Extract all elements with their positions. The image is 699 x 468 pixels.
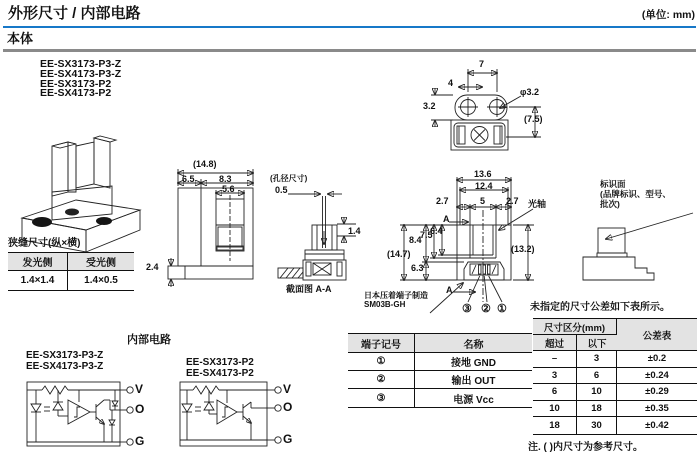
dim-edge-left: 2.7 (436, 196, 449, 206)
gray-divider (3, 49, 696, 52)
terminal-cell: 电源 Vcc (453, 394, 494, 406)
dim-hole-width: 0.5 (275, 185, 288, 195)
terminal-cell: ③ (348, 389, 415, 407)
product-photo-image (16, 130, 146, 255)
dim-hole-depth: 1.4 (348, 226, 361, 236)
tolerance-cell: 6 (577, 368, 617, 385)
model-number: EE-SX4173-P2 (40, 87, 112, 100)
circuit-left-diagram (24, 376, 154, 454)
dim-width-overall: 13.6 (474, 169, 492, 179)
terminal-g-label: G (135, 434, 145, 448)
tolerance-cell: 6 (533, 384, 577, 401)
slit-col-emitter: 发光侧 (8, 253, 68, 271)
tolerance-cell: 10 (577, 384, 617, 401)
product-photo (16, 130, 146, 255)
dim-left-width: 6.5 (182, 174, 195, 184)
slit-table-title: 狭缝尺寸(纵×横) (8, 238, 81, 249)
pin-3-label: ③ (462, 303, 472, 315)
connector-note-line2: SM03B-GH (364, 300, 406, 309)
model-number: EE-SX4173-P3-Z (26, 361, 104, 372)
dim-body-depth: (7.5) (524, 114, 543, 124)
hole-size-label: (孔径尺寸) (270, 174, 308, 183)
model-number: EE-SX4173-P2 (186, 368, 254, 379)
table-row (533, 351, 697, 368)
tolerance-cell: ±0.29 (617, 384, 697, 401)
page-title: 外形尺寸 / 内部电路 (8, 5, 141, 22)
dim-slot-gap: 5 (480, 196, 486, 206)
dim-depth-outer: 8.4 (409, 235, 422, 245)
dim-hole-diameter: φ3.2 (520, 87, 539, 97)
model-number: EE-SX4173-P3-Z (40, 67, 122, 80)
circuit-left-models (26, 350, 103, 372)
dim-edge-right: 2.7 (506, 196, 519, 206)
terminal-col-symbol: 端子记号 (348, 334, 415, 353)
connector-note-line1: 日本压着端子制造 (364, 291, 428, 300)
marking-face-label2: (品牌标识、型号、 (600, 189, 671, 199)
tolerance-table (533, 318, 697, 435)
blue-divider (3, 26, 696, 28)
terminal-g-label: G (283, 432, 293, 446)
tolerance-cell: 3 (533, 368, 577, 385)
model-number: EE-SX3173-P2 (186, 357, 254, 368)
dim-window-width: 5.6 (222, 184, 235, 194)
dim-height-total: (14.7) (387, 249, 411, 259)
tolerance-cell: ±0.2 (617, 351, 697, 368)
terminal-v-label: V (135, 382, 144, 396)
optical-axis-label: 光轴 (528, 199, 547, 209)
tolerance-col-tolerance: 公差表 (617, 319, 697, 351)
tolerance-col-over: 超过 (533, 335, 577, 351)
terminal-table (348, 333, 532, 408)
reference-note: 注. ( )内尺寸为参考尺寸。 (528, 442, 643, 453)
tolerance-col-under: 以下 (577, 335, 617, 351)
dim-base-section: 6.3 (411, 263, 424, 273)
side-view-drawing (573, 178, 699, 306)
terminal-v-label: V (283, 382, 292, 396)
table-row (533, 417, 697, 434)
dim-depth-inner: 6.4 (430, 226, 443, 236)
top-view-drawing (423, 56, 613, 168)
section-marker-bottom: A (446, 285, 453, 295)
marking-face-label1: 标识面 (600, 179, 626, 189)
tolerance-cell: – (533, 351, 577, 368)
model-number: EE-SX3173-P3-Z (26, 350, 104, 361)
model-list (40, 60, 121, 99)
terminal-cell: 接地 GND (415, 353, 532, 371)
model-number: EE-SX3173-P3-Z (40, 58, 122, 70)
front-view-lines (138, 158, 273, 306)
tolerance-cell: ±0.35 (617, 401, 697, 418)
tolerance-cell: 18 (533, 417, 577, 434)
terminal-o-label: O (135, 402, 145, 416)
unit-label: (单位: mm) (641, 9, 695, 21)
top-view-lines (423, 56, 613, 168)
terminal-cell: 输出 OUT (415, 371, 532, 389)
slit-table (8, 252, 134, 291)
tolerance-cell: 18 (577, 401, 617, 418)
slit-value-receiver: 1.4×0.5 (84, 275, 118, 286)
dim-tab-height: 3.2 (423, 101, 436, 111)
dim-base-height: 2.4 (146, 262, 159, 272)
tolerance-cell: ±0.24 (617, 368, 697, 385)
table-row (533, 368, 697, 385)
dim-overall-width: (14.8) (193, 159, 217, 169)
table-row (533, 401, 697, 418)
section-marker-top: A (443, 214, 450, 224)
table-row (533, 384, 697, 401)
pin-2-label: ② (481, 303, 491, 315)
pin-1-label: ① (497, 303, 507, 315)
tolerance-intro: 未指定的尺寸公差如下表所示。 (530, 302, 670, 313)
dim-height-right: (13.2) (511, 244, 535, 254)
dim-right-width: 8.3 (219, 174, 232, 184)
slit-col-receiver: 受光侧 (68, 253, 134, 271)
slit-value-emitter: 1.4×1.4 (8, 271, 68, 290)
tolerance-group-header: 尺寸区分(mm) (533, 319, 616, 335)
dim-width-inner: 12.4 (475, 181, 493, 191)
marking-face-label3: 批次) (600, 199, 620, 209)
terminal-col-name: 名称 (415, 334, 532, 353)
terminal-o-label: O (283, 400, 293, 414)
terminal-cell: ① (348, 353, 415, 371)
circuit-right-diagram (177, 376, 297, 454)
circuit-right-lines (177, 376, 297, 454)
tolerance-cell: ±0.42 (645, 419, 669, 431)
tolerance-cell: 3 (577, 351, 617, 368)
dim-hole-pitch: 7 (479, 59, 485, 69)
internal-circuit-title: 内部电路 (127, 334, 171, 346)
section-caption: 截面图 A-A (286, 284, 332, 294)
dim-depth-mid: 7.5 (420, 230, 433, 240)
section-view-drawing (262, 168, 384, 300)
section-title: 本体 (7, 31, 34, 46)
tolerance-cell: 30 (577, 417, 617, 434)
front-view-drawing (138, 158, 273, 306)
tolerance-cell: 10 (533, 401, 577, 418)
terminal-cell: ② (348, 371, 415, 389)
dim-hole-offset: 4 (448, 78, 454, 88)
model-number: EE-SX3173-P2 (40, 77, 112, 90)
